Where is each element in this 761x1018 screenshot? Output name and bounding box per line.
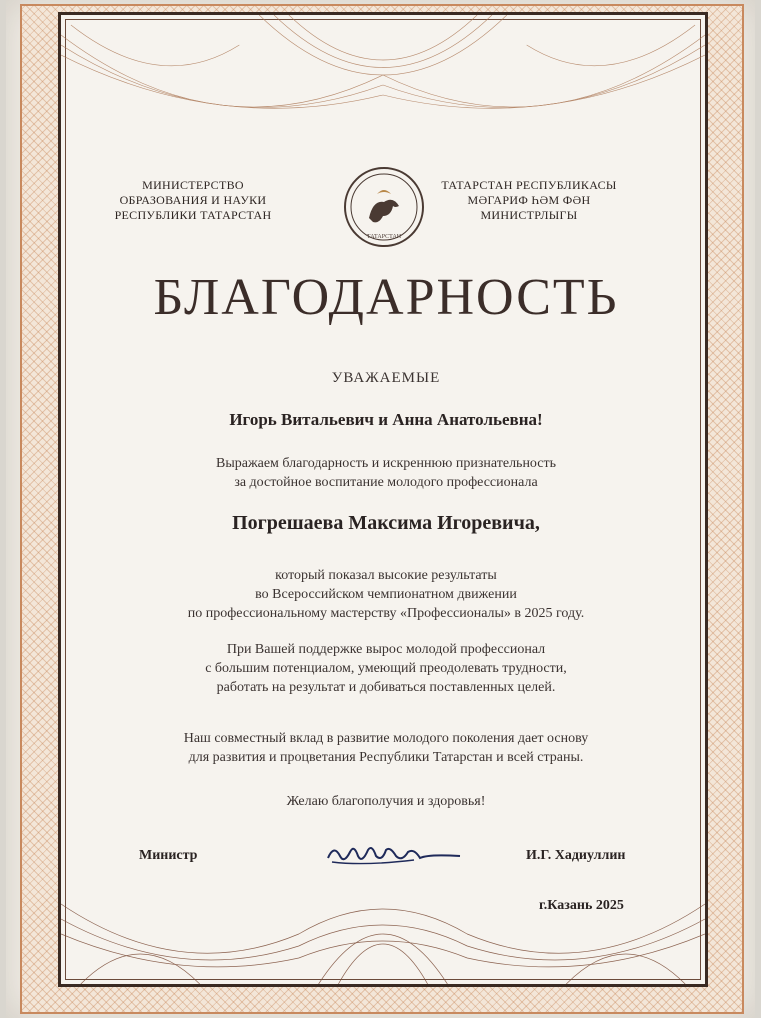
paragraph-line: по профессиональному мастерству «Профессионалы» в 2025 году. bbox=[187, 606, 585, 621]
paragraph-line: во Всероссийском чемпионатном движении bbox=[255, 587, 517, 602]
ministry-name-russian bbox=[98, 178, 288, 223]
place-and-date: г.Казань 2025 bbox=[539, 898, 624, 913]
tatarstan-emblem-icon bbox=[343, 166, 425, 248]
recipients-names: Игорь Витальевич и Анна Анатольевна! bbox=[229, 410, 543, 429]
header-left-line: МИНИСТЕРСТВО bbox=[142, 178, 244, 192]
paragraph-line: работать на результат и добиваться поставленных целей. bbox=[216, 680, 556, 695]
closing-wish: Желаю благополучия и здоровья! bbox=[286, 794, 486, 809]
header-right-line: МИНИСТРЛЫГЫ bbox=[480, 208, 578, 222]
paragraph-line: для развития и процветания Республики Татарстан и всей страны. bbox=[188, 750, 584, 765]
paragraph-support bbox=[66, 640, 706, 697]
handwritten-signature bbox=[324, 836, 464, 870]
paragraph-line: с большим потенциалом, умеющий преодолевать трудности, bbox=[205, 661, 567, 676]
svg-text:ТАТАРСТАН: ТАТАРСТАН bbox=[366, 234, 402, 240]
paragraph-contribution bbox=[66, 729, 706, 767]
paragraph-line: При Вашей поддержке вырос молодой профессионал bbox=[226, 642, 546, 657]
photo-background bbox=[6, 0, 755, 1018]
paragraph-gratitude bbox=[66, 454, 706, 492]
top-ornament bbox=[61, 15, 705, 155]
signer-name: И.Г. Хадиуллин bbox=[526, 848, 626, 863]
document-title: БЛАГОДАРНОСТЬ bbox=[153, 269, 619, 326]
header-right-line: ТАТАРСТАН РЕСПУБЛИКАСЫ bbox=[441, 178, 617, 192]
paragraph-line: который показал высокие результаты bbox=[275, 568, 497, 583]
header-left-line: РЕСПУБЛИКИ ТАТАРСТАН bbox=[114, 208, 272, 222]
paragraph-achievement bbox=[66, 566, 706, 623]
paragraph-line: Выражаем благодарность и искреннюю признательность bbox=[215, 456, 556, 471]
paragraph-line: Наш совместный вклад в развитие молодого поколения дает основу bbox=[183, 731, 589, 746]
laureate-name: Погрешаева Максима Игоревича, bbox=[232, 512, 540, 534]
header-left-line: ОБРАЗОВАНИЯ И НАУКИ bbox=[119, 193, 267, 207]
bottom-ornament bbox=[61, 864, 705, 984]
salutation: УВАЖАЕМЫЕ bbox=[331, 370, 441, 386]
ministry-name-tatar bbox=[434, 178, 624, 223]
header-right-line: МӘГАРИФ ҺӘМ ФӘН bbox=[467, 193, 591, 207]
paragraph-line: за достойное воспитание молодого профессионала bbox=[234, 475, 538, 490]
signer-role: Министр bbox=[139, 848, 198, 863]
